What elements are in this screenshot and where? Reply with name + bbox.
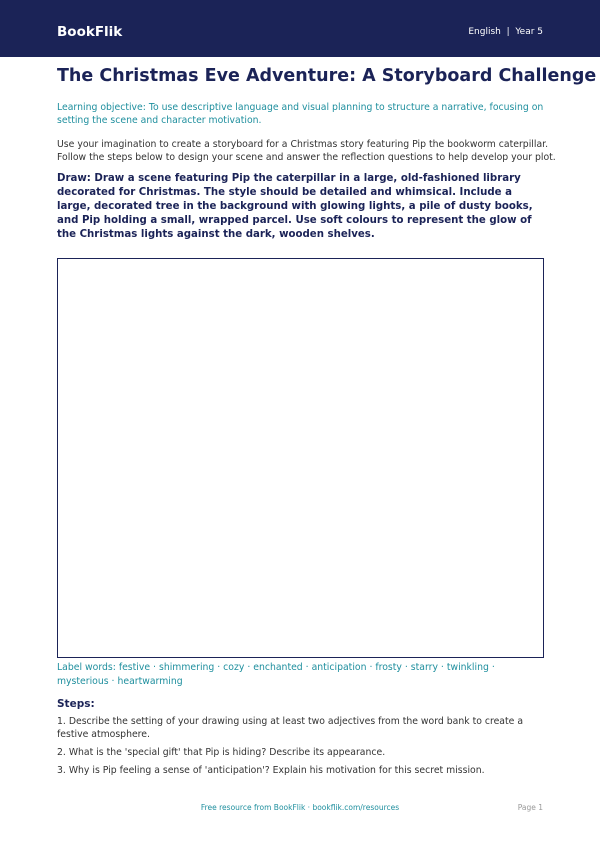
label-words: Label words: festive · shimmering · cozy · enchanted · anticipation · frosty · starry · twinkling · mysterious · heartwarming [57, 662, 495, 687]
steps-list [57, 715, 547, 782]
header-bar [0, 0, 600, 57]
step-item: 2. What is the 'special gift' that Pip is hiding? Describe its appearance. [57, 747, 386, 758]
steps-heading: Steps: [57, 698, 95, 710]
learning-objective: Learning objective: To use descriptive language and visual planning to structure a narrative, focusing on setting the scene and character motivation. [57, 102, 544, 126]
step-item: 3. Why is Pip feeling a sense of 'anticipation'? Explain his motivation for this secret mission. [57, 765, 485, 776]
drawing-area[interactable] [57, 258, 544, 658]
draw-instruction: Draw: Draw a scene featuring Pip the caterpillar in a large, old-fashioned library decorated for Christmas. The style should be detailed and whimsical. Include a large, decorated tree in the background with glowing lights, a pile of dusty books, and Pip holding a small, wrapped parcel. Use soft colours to represent the glow of the Christmas lights against the dark, wooden shelves. [57, 173, 533, 240]
step-item: 1. Describe the setting of your drawing using at least two adjectives from the word bank to create a festive atmosphere. [57, 716, 524, 740]
subject-label: English | Year 5 [468, 27, 543, 37]
brand-logo: BookFlik [57, 24, 123, 40]
page-title: The Christmas Eve Adventure: A Storyboard Challenge [57, 66, 597, 86]
page-number: Page 1 [517, 803, 543, 812]
intro-text: Use your imagination to create a storyboard for a Christmas story featuring Pip the bookworm caterpillar. Follow the steps below to design your scene and answer the reflection questions to help develop your plot. [57, 139, 556, 163]
footer-text: Free resource from BookFlik · bookflik.com/resources [200, 803, 400, 812]
